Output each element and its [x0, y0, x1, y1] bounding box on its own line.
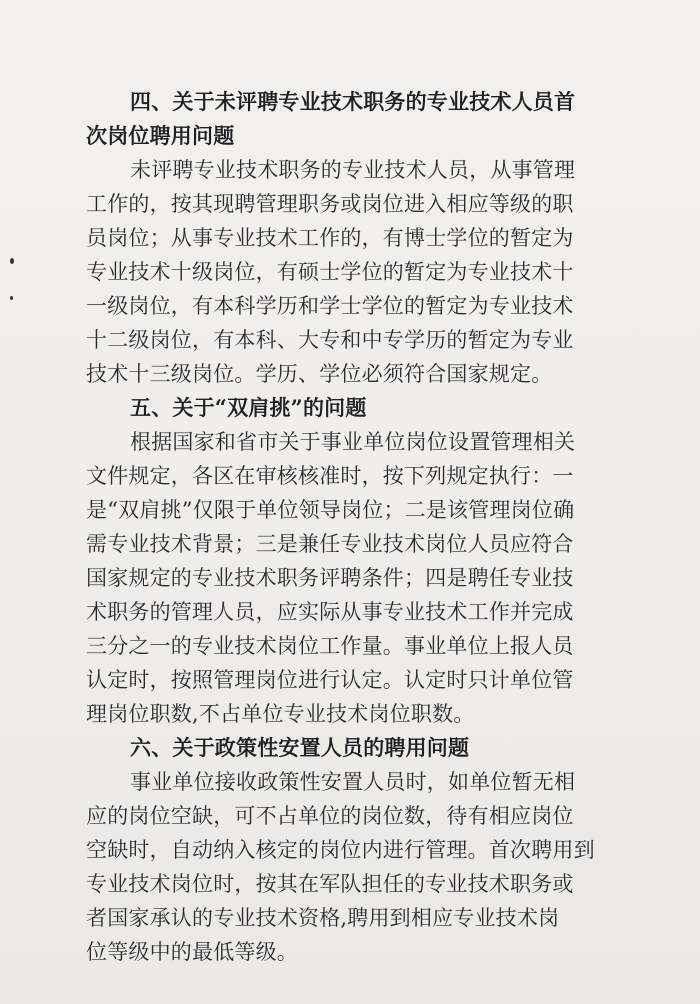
section6-para-line: 者国家承认的专业技术资格,聘用到相应专业技术岗 — [86, 906, 560, 930]
section5-para-line: 术职务的管理人员，应实际从事专业技术工作并完成 — [86, 600, 574, 624]
section6-para-line: 专业技术岗位时，按其在军队担任的专业技术职务或 — [86, 872, 574, 896]
scan-speck-mark — [10, 296, 13, 300]
section6-para-line: 位等级中的最低等级。 — [86, 940, 298, 964]
section6-para-line: 应的岗位空缺，可不占单位的岗位数，待有相应岗位 — [86, 804, 574, 828]
section5-para-line: 国家规定的专业技术职务评聘条件；四是聘任专业技 — [86, 566, 574, 590]
section6-para-line: 空缺时，自动纳入核定的岗位内进行管理。首次聘用到 — [86, 838, 595, 862]
section5-para-line: 是“双肩挑”仅限于单位领导岗位；二是该管理岗位确 — [86, 498, 575, 522]
section4-para-line: 专业技术十级岗位，有硕士学位的暂定为专业技术十 — [86, 260, 574, 284]
section5-para-line: 根据国家和省市关于事业单位岗位设置管理相关 — [130, 430, 576, 454]
section5-para-line: 文件规定，各区在审核核准时，按下列规定执行：一 — [86, 464, 574, 488]
section4-para-line: 员岗位；从事专业技术工作的，有博士学位的暂定为 — [86, 226, 574, 250]
section4-para-line: 工作的，按其现聘管理职务或岗位进入相应等级的职 — [86, 192, 574, 216]
scan-speck-mark — [10, 258, 14, 264]
section6-title: 六、关于政策性安置人员的聘用问题 — [130, 735, 470, 760]
section4-para-line: 技术十三级岗位。学历、学位必须符合国家规定。 — [86, 362, 553, 386]
section5-para-line: 需专业技术背景；三是兼任专业技术岗位人员应符合 — [86, 532, 574, 556]
section4-para-line: 未评聘专业技术职务的专业技术人员，从事管理 — [130, 158, 576, 182]
section5-para-line: 认定时，按照管理岗位进行认定。认定时只计单位管 — [86, 668, 574, 692]
section5-para-line: 三分之一的专业技术岗位工作量。事业单位上报人员 — [86, 634, 574, 658]
section4-title-line1: 四、关于未评聘专业技术职务的专业技术人员首 — [130, 89, 576, 114]
section4-title-line2: 次岗位聘用问题 — [86, 123, 235, 148]
section5-title: 五、关于“双肩挑”的问题 — [130, 395, 367, 420]
section5-para-line: 理岗位职数,不占单位专业技术岗位职数。 — [86, 702, 475, 726]
section4-para-line: 十二级岗位，有本科、大专和中专学历的暂定为专业 — [86, 328, 574, 352]
section4-para-line: 一级岗位，有本科学历和学士学位的暂定为专业技术 — [86, 294, 574, 318]
section6-para-line: 事业单位接收政策性安置人员时，如单位暂无相 — [130, 770, 576, 794]
